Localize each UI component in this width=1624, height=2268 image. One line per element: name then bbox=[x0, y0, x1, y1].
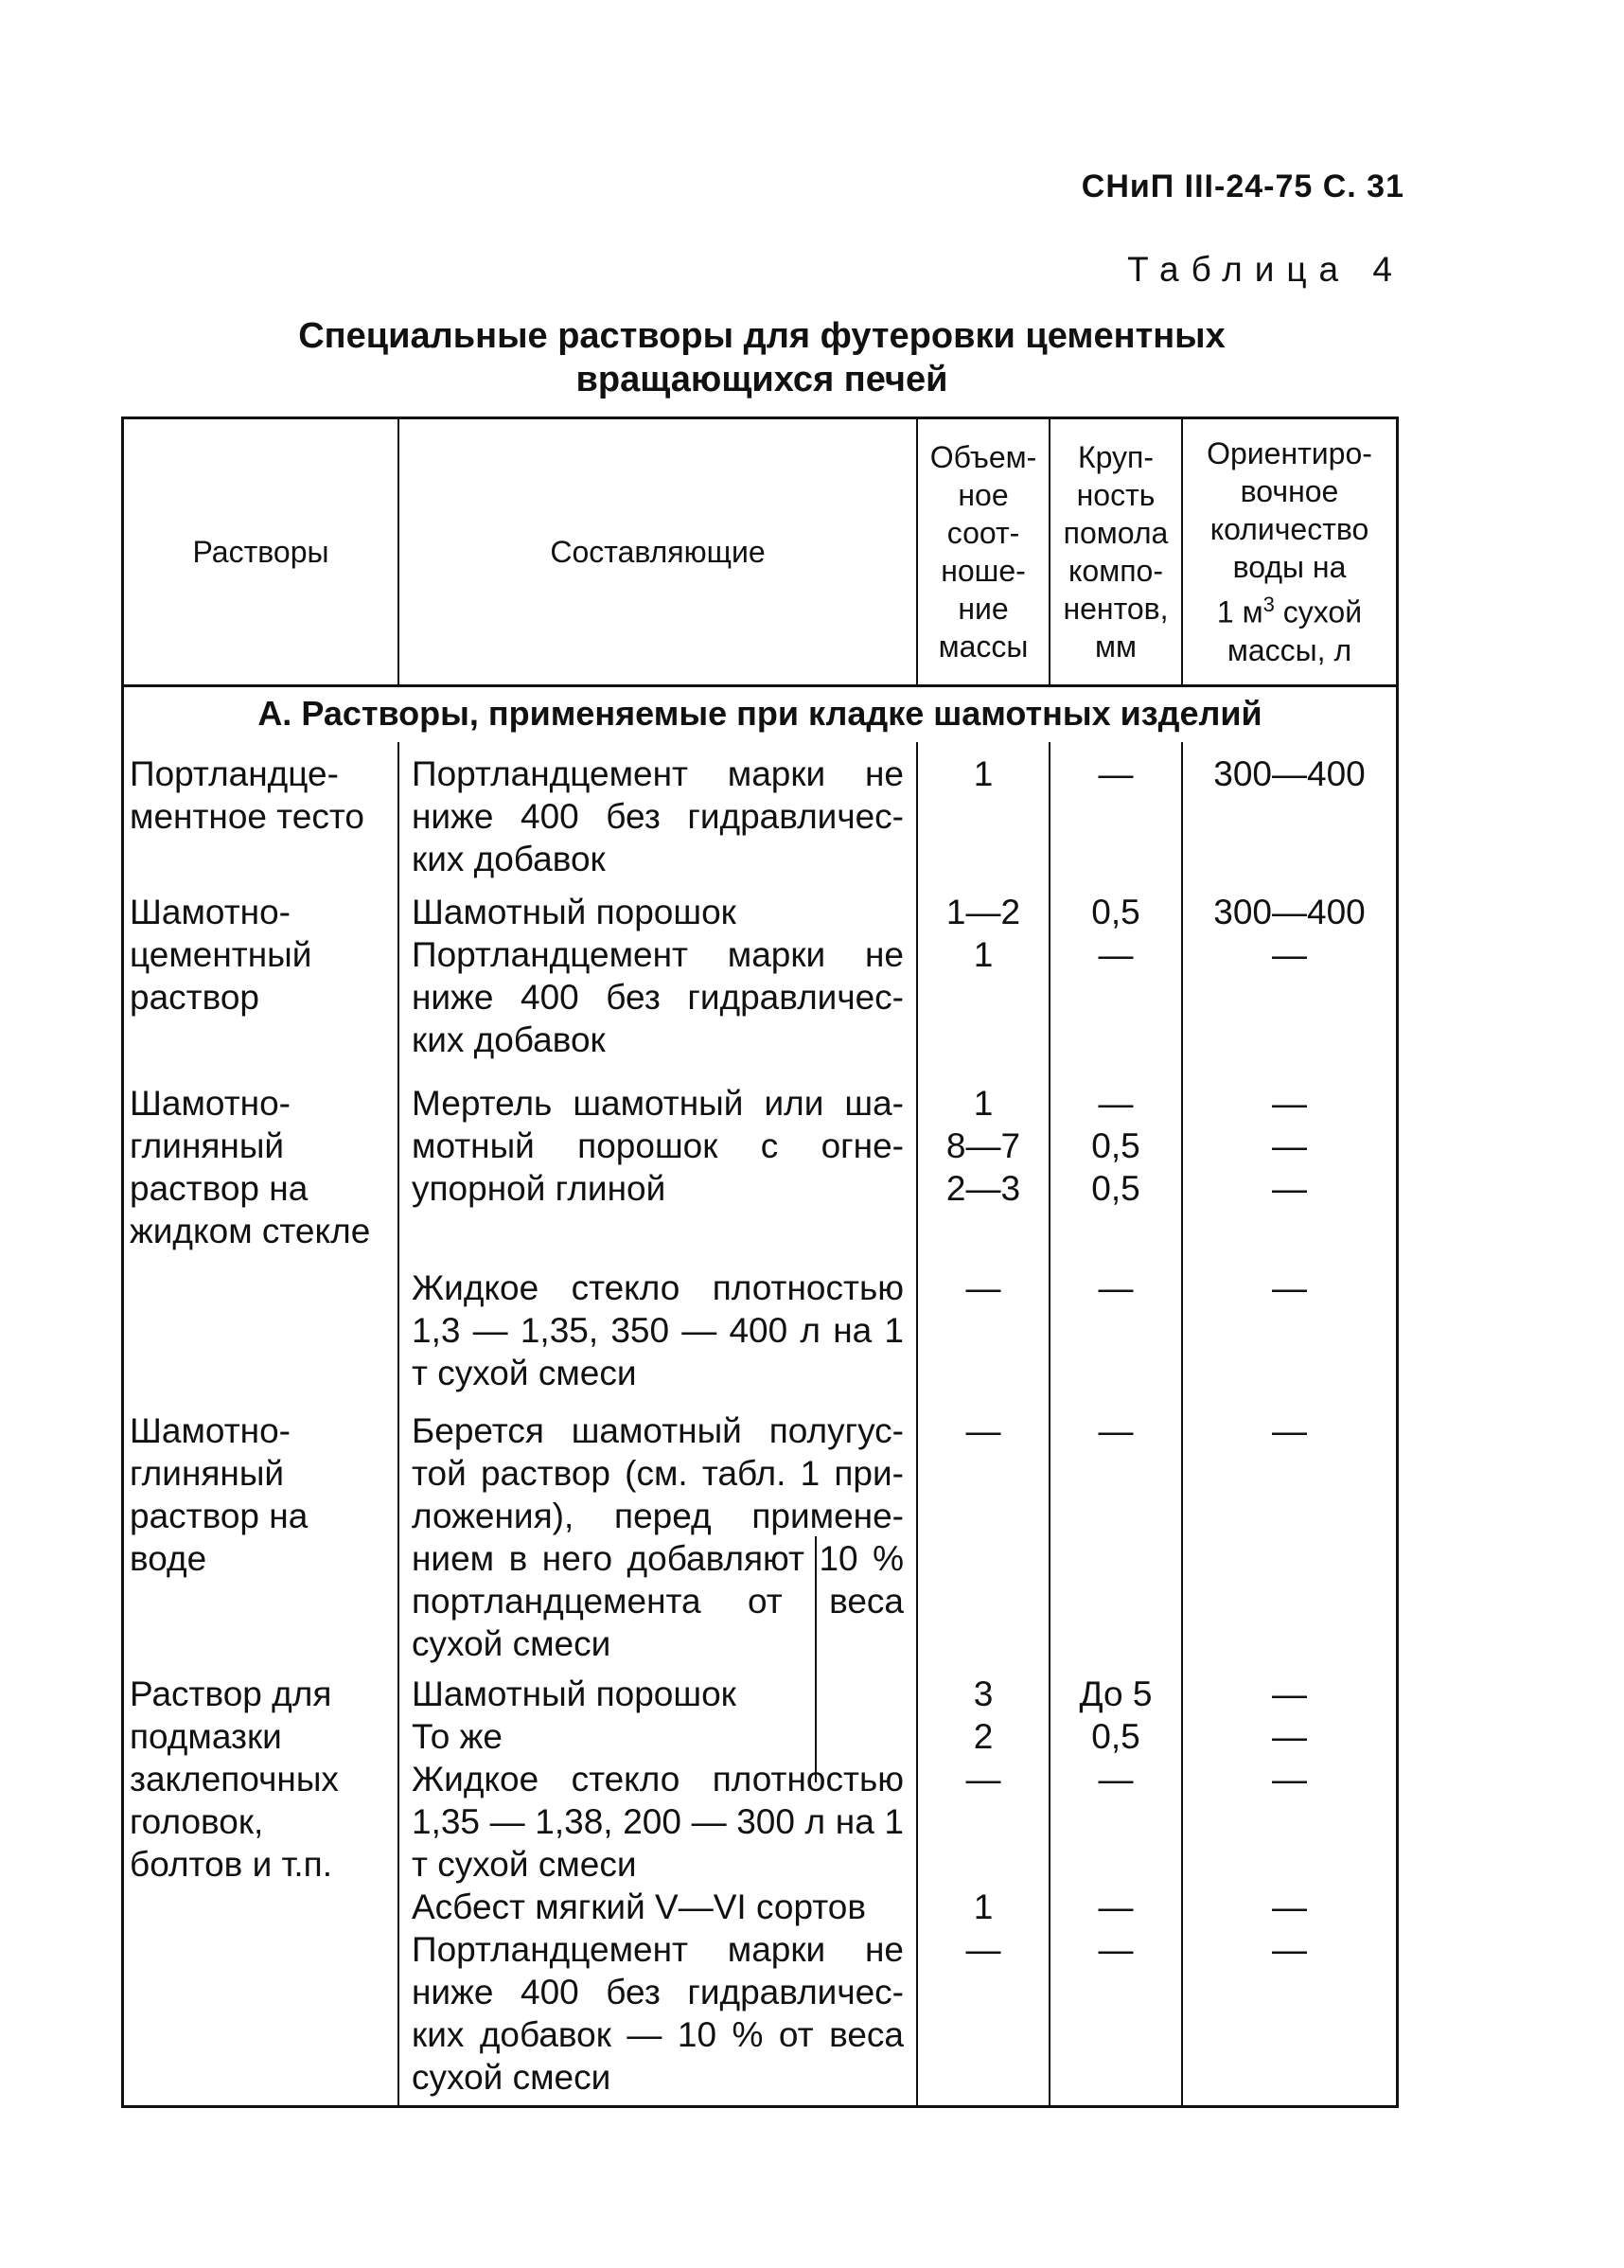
header-volume-ratio: Объем- ное соот- ноше- ние массы bbox=[929, 440, 1037, 664]
row-10-size: — bbox=[1098, 1930, 1134, 1969]
row-7-water: — — bbox=[1272, 1674, 1307, 1756]
row-3-water: — bbox=[1272, 935, 1307, 974]
row-4-component: Мертель шамотный или ша-мотный порошок с огне-упорной глиной bbox=[412, 1084, 904, 1208]
row-2-component: Шамотный порошок bbox=[412, 893, 736, 931]
row-3-component: Портландцемент марки не ниже 400 без гидравличес-ких добавок bbox=[412, 935, 904, 1059]
row-9-ratio: 1 bbox=[973, 1887, 994, 1926]
header-sostavlyayushchie: Составляющие bbox=[550, 535, 766, 569]
row-4-size: — 0,5 0,5 bbox=[1091, 1084, 1140, 1208]
row-8-ratio: — bbox=[965, 1760, 1001, 1798]
table bbox=[121, 416, 1399, 2108]
header-water-amount: Ориентиро- вочное количество воды на 1 $м^3$ сухой массы, л bbox=[1207, 436, 1372, 667]
table-title bbox=[123, 314, 1401, 401]
row-1-name: Портландце- ментное тесто bbox=[130, 754, 364, 836]
row-8-component: Жидкое стекло плотностью 1,35 — 1,38, 200 — 300 л на 1 т сухой смеси bbox=[412, 1760, 904, 1884]
table-number: Таблица 4 bbox=[1127, 250, 1404, 289]
row-7-component: Шамотный порошок То же bbox=[412, 1674, 736, 1756]
header-grind-size: Круп- ность помола компо- нентов, мм bbox=[1063, 440, 1169, 664]
row-1-water: 300—400 bbox=[1213, 754, 1366, 793]
row-7-ratio: 3 2 bbox=[973, 1674, 994, 1756]
row-4-name: Шамотно- глиняный раствор на жидком стекле bbox=[130, 1084, 371, 1250]
row-3-ratio: 1 bbox=[973, 935, 994, 974]
page-reference: СНиП III-24-75 С. 31 bbox=[1081, 168, 1404, 204]
row-1-ratio: 1 bbox=[973, 754, 994, 793]
row-2-size: 0,5 bbox=[1091, 893, 1140, 931]
section-a-heading: А. Растворы, применяемые при кладке шамотных изделий bbox=[257, 694, 1262, 733]
row-4-ratio: 1 8—7 2—3 bbox=[945, 1084, 1021, 1208]
row-5-size: — bbox=[1098, 1268, 1134, 1307]
row-9-component: Асбест мягкий V—VI сортов bbox=[412, 1887, 866, 1926]
row-5-water: — bbox=[1272, 1268, 1307, 1307]
table-title-line-2: вращающихся печей bbox=[575, 360, 948, 399]
row-10-ratio: — bbox=[965, 1930, 1001, 1969]
row-6-component: Берется шамотный полугус-той раствор (см. табл. 1 при-ложения), перед примене-нием в него добавляют 10 % портландцемента от веса сухой смеси bbox=[412, 1411, 904, 1663]
row-9-water: — bbox=[1272, 1887, 1307, 1926]
row-2-ratio: 1—2 bbox=[945, 893, 1021, 931]
row-8-water: — bbox=[1272, 1760, 1307, 1798]
header-rastvory: Растворы bbox=[192, 535, 329, 569]
row-10-water: — bbox=[1272, 1930, 1307, 1969]
row-4-water: — — — bbox=[1272, 1084, 1307, 1208]
row-6-water: — bbox=[1272, 1411, 1307, 1450]
row-5-component: Жидкое стекло плотностью 1,3 — 1,35, 350 — 400 л на 1 т сухой смеси bbox=[412, 1268, 904, 1392]
row-2-name: Шамотно- цементный раствор bbox=[130, 893, 312, 1017]
row-2-water: 300—400 bbox=[1213, 893, 1366, 931]
row-6-name: Шамотно- глиняный раствор на воде bbox=[130, 1411, 309, 1578]
row-8-size: — bbox=[1098, 1760, 1134, 1798]
row-1-size: — bbox=[1098, 754, 1134, 793]
row-9-size: — bbox=[1098, 1887, 1134, 1926]
table-title-line-1: Специальные растворы для футеровки цементных bbox=[298, 316, 1226, 356]
row-6-ratio: — bbox=[965, 1411, 1001, 1450]
row-3-size: — bbox=[1098, 935, 1134, 974]
row-6-size: — bbox=[1098, 1411, 1134, 1450]
row-10-component: Портландцемент марки не ниже 400 без гидравличес-ких добавок — 10 % от веса сухой смеси bbox=[412, 1930, 904, 2097]
row-7-size: До 5 0,5 bbox=[1079, 1674, 1153, 1756]
row-1-component: Портландцемент марки не ниже 400 без гидравличес-ких добавок bbox=[412, 754, 904, 878]
row-7-name: Раствор для подмазки заклепочных головок, болтов и т.п. bbox=[130, 1674, 339, 1884]
row-5-ratio: — bbox=[965, 1268, 1001, 1307]
